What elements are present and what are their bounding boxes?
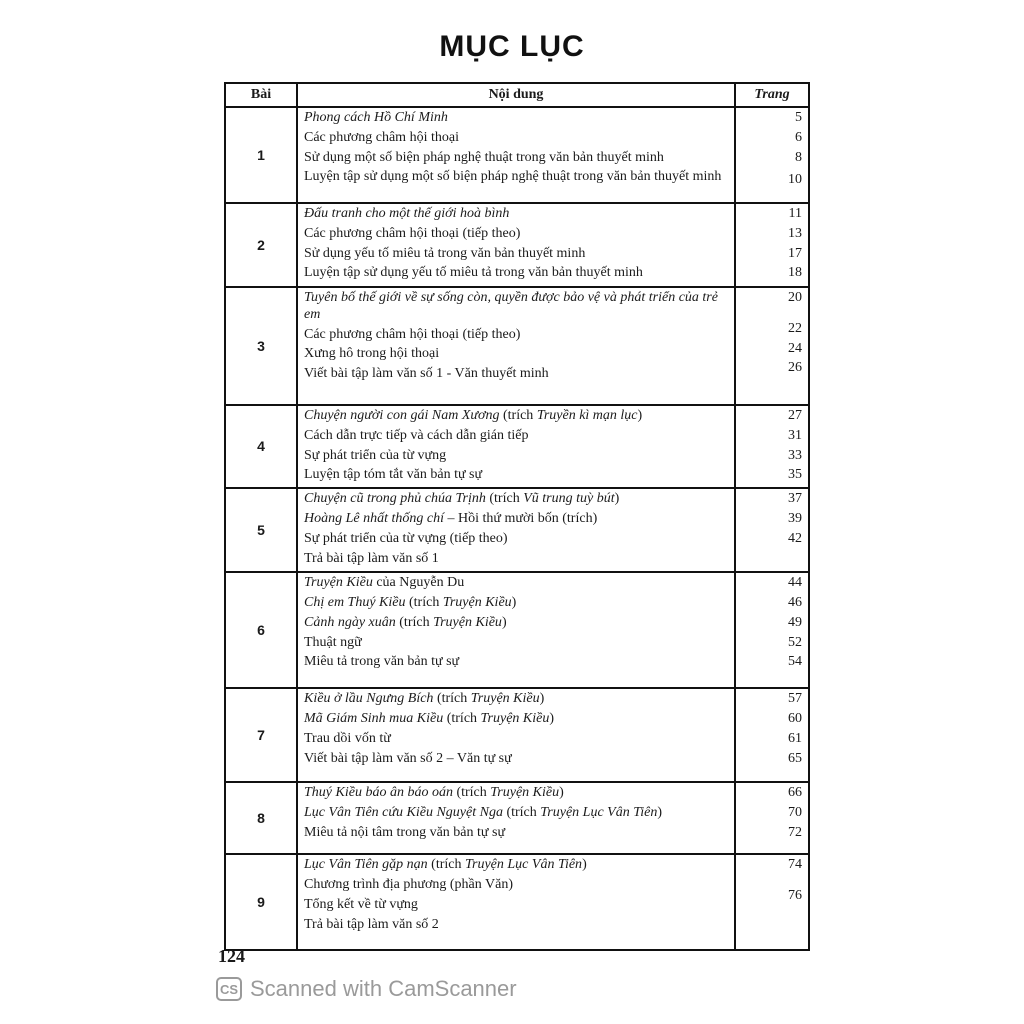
toc-entry [304, 150, 728, 167]
lesson-content [297, 572, 735, 688]
lesson-pages [735, 405, 809, 488]
entry-source: Truyện Lục Vân Tiên [540, 804, 658, 820]
lesson-pages [735, 854, 809, 950]
page-ref: 44 [788, 575, 802, 591]
entry-suffix: (trích [433, 691, 471, 707]
lesson-pages [735, 203, 809, 287]
page-ref: 5 [795, 110, 802, 125]
entry-title: Viết bài tập làm văn số 1 - Văn thuyết minh [304, 366, 549, 382]
header-row [225, 83, 809, 107]
entry-title: Tuyên bố thế giới về sự sống còn, quyền được bảo vệ và phát triển của trẻ em [304, 290, 718, 322]
page-ref: 52 [788, 634, 802, 650]
lesson-row [225, 107, 809, 203]
toc-entry [304, 785, 728, 802]
entry-title: Luyện tập tóm tắt văn bản tự sự [304, 467, 483, 483]
page-ref: 27 [788, 408, 802, 423]
toc-entry [304, 917, 728, 934]
page-ref: 42 [788, 530, 802, 546]
page-ref: 17 [788, 245, 802, 261]
lesson-number: 7 [225, 688, 297, 782]
entry-title: Lục Vân Tiên cứu Kiều Nguyệt Nga [304, 804, 503, 820]
page-ref: 20 [788, 290, 802, 305]
entry-title: Thuật ngữ [304, 634, 362, 650]
lesson-content [297, 688, 735, 782]
page-ref: 26 [788, 360, 802, 376]
entry-title: Chuyện cũ trong phủ chúa Trịnh [304, 491, 486, 507]
entry-title: Xưng hô trong hội thoại [304, 346, 440, 362]
page-ref: 39 [788, 510, 802, 526]
toc-entry [304, 428, 728, 445]
toc-entry [304, 575, 728, 592]
lesson-row [225, 572, 809, 688]
table-of-contents [224, 82, 810, 951]
entry-source: Truyền kì mạn lục [536, 408, 638, 423]
lesson-content [297, 782, 735, 854]
toc-entry [304, 691, 728, 708]
lesson-row [225, 488, 809, 572]
lesson-content [297, 107, 735, 203]
entry-title: Truyện Kiều [304, 575, 373, 591]
entry-close: ) [614, 491, 620, 507]
entry-title: Chương trình địa phương (phần Văn) [304, 876, 513, 892]
lesson-row [225, 287, 809, 405]
entry-suffix: (trích [502, 804, 541, 820]
page-ref: 66 [788, 785, 802, 801]
entry-title: Luyện tập sử dụng yếu tố miêu tả trong văn bản thuyết minh [304, 265, 643, 281]
page-ref: 65 [788, 750, 802, 766]
toc-entry [304, 327, 728, 344]
lesson-row [225, 854, 809, 950]
page-ref: 57 [788, 691, 802, 707]
toc-entry [304, 531, 728, 548]
lesson-pages [735, 488, 809, 572]
page-ref: 46 [788, 594, 802, 610]
entry-title: Lục Vân Tiên gặp nạn [304, 857, 428, 873]
page-ref: 60 [788, 710, 802, 726]
entry-close: ) [637, 408, 643, 423]
entry-title: Luyện tập sử dụng một số biện pháp nghệ thuật trong văn bản thuyết minh [304, 169, 722, 185]
entry-title: Các phương châm hội thoại (tiếp theo) [304, 225, 521, 241]
entry-title: Các phương châm hội thoại (tiếp theo) [304, 326, 521, 342]
page-ref: 70 [788, 804, 802, 820]
toc-entry [304, 857, 728, 874]
page-ref: 72 [788, 824, 802, 840]
toc-body [225, 107, 809, 950]
entry-title: Tổng kết về từ vựng [304, 896, 418, 912]
toc-entry [304, 130, 728, 147]
page-ref: 6 [795, 129, 802, 145]
toc-entry [304, 751, 728, 768]
toc-entry [304, 246, 728, 263]
lesson-content [297, 405, 735, 488]
header-content: Nội dung [297, 83, 735, 107]
lesson-row [225, 405, 809, 488]
entry-suffix: (trích [395, 614, 434, 630]
page-title: MỤC LỤC [439, 30, 585, 63]
entry-title: Các phương châm hội thoại [304, 129, 459, 145]
entry-source: Truyện Kiều [490, 785, 560, 801]
page-ref: 61 [788, 730, 802, 746]
lesson-row [225, 688, 809, 782]
entry-title: Trau dồi vốn từ [304, 730, 391, 746]
entry-title: Chuyện người con gái Nam Xương [304, 408, 500, 423]
lesson-number: 1 [225, 107, 297, 203]
lesson-pages [735, 688, 809, 782]
entry-close: ) [559, 785, 564, 801]
header-lesson: Bài [225, 83, 297, 107]
page-ref: 37 [788, 491, 802, 507]
camscanner-watermark [216, 974, 517, 1004]
page-ref: 18 [788, 265, 802, 281]
page-ref: 35 [788, 467, 802, 483]
toc-entry [304, 265, 728, 282]
lesson-row [225, 782, 809, 854]
entry-title: Hoàng Lê nhất thống chí [304, 510, 444, 526]
lesson-pages [735, 572, 809, 688]
header-page: Trang [735, 83, 809, 107]
entry-title: Mã Giám Sinh mua Kiều [304, 710, 444, 726]
toc-entry [304, 110, 728, 127]
toc-entry [304, 615, 728, 632]
entry-title: Phong cách Hồ Chí Minh [304, 110, 448, 125]
lesson-number: 5 [225, 488, 297, 572]
toc-entry [304, 711, 728, 728]
entry-close: ) [549, 710, 555, 726]
entry-close: ) [539, 691, 545, 707]
toc-entry [304, 731, 728, 748]
toc-entry [304, 897, 728, 914]
lesson-number: 9 [225, 854, 297, 950]
entry-title: Sử dụng yếu tố miêu tả trong văn bản thuyết minh [304, 245, 586, 261]
entry-title: Thuý Kiều báo ân báo oán [304, 785, 453, 801]
lesson-row [225, 203, 809, 287]
lesson-content [297, 287, 735, 405]
entry-title: Sử dụng một số biện pháp nghệ thuật trong văn bản thuyết minh [304, 149, 664, 165]
entry-title: Chị em Thuý Kiều [304, 594, 406, 610]
entry-title: Trả bài tập làm văn số 1 [304, 550, 439, 566]
page-ref: 10 [788, 172, 802, 188]
entry-close: ) [511, 594, 517, 610]
entry-title: Kiều ở lầu Ngưng Bích [304, 691, 434, 707]
lesson-pages [735, 782, 809, 854]
toc-entry [304, 635, 728, 652]
entry-suffix: (trích [443, 710, 481, 726]
page-ref: 74 [788, 857, 802, 873]
entry-title: Trả bài tập làm văn số 2 [304, 916, 439, 932]
page-ref: 49 [788, 614, 802, 630]
entry-suffix: của Nguyễn Du [372, 575, 465, 591]
entry-source: Truyện Kiều [433, 614, 502, 630]
entry-title: Cảnh ngày xuân [304, 614, 396, 630]
page-ref: 11 [788, 206, 802, 221]
page-ref: 22 [788, 320, 802, 336]
page-ref: 13 [788, 225, 802, 241]
page-ref: 33 [788, 447, 802, 463]
entry-source: Truyện Kiều [480, 710, 550, 726]
entry-title: Sự phát triển của từ vựng (tiếp theo) [304, 530, 508, 546]
lesson-number: 4 [225, 405, 297, 488]
lesson-number: 6 [225, 572, 297, 688]
entry-title: Sự phát triển của từ vựng [304, 447, 447, 463]
toc-entry [304, 467, 728, 484]
entry-source: Truyện Lục Vân Tiên [465, 857, 583, 873]
lesson-content [297, 854, 735, 950]
toc-entry [304, 346, 728, 363]
entry-suffix: (trích [452, 785, 491, 801]
lesson-pages [735, 107, 809, 203]
lesson-number: 8 [225, 782, 297, 854]
entry-source: Vũ trung tuỳ bút [523, 491, 615, 507]
toc-entry [304, 448, 728, 465]
entry-title: Miêu tả nội tâm trong văn bản tự sự [304, 824, 506, 840]
entry-title: Viết bài tập làm văn số 2 – Văn tự sự [304, 750, 512, 766]
entry-suffix: (trích [427, 857, 465, 873]
toc-entry [304, 169, 728, 186]
toc-entry [304, 366, 728, 383]
entry-suffix: (trích [485, 491, 524, 507]
entry-suffix: – Hồi thứ mười bốn (trích) [444, 510, 598, 526]
lesson-number: 3 [225, 287, 297, 405]
entry-title: Miêu tả trong văn bản tự sự [304, 654, 460, 670]
toc-entry [304, 206, 728, 223]
page-ref: 24 [788, 340, 802, 356]
entry-source: Truyện Kiều [442, 594, 512, 610]
toc-entry [304, 290, 728, 324]
toc-entry [304, 491, 728, 508]
entry-suffix: (trích [405, 594, 443, 610]
entry-close: ) [657, 804, 663, 820]
toc-entry [304, 408, 728, 425]
lesson-number: 2 [225, 203, 297, 287]
lesson-content [297, 488, 735, 572]
toc-entry [304, 825, 728, 842]
toc-entry [304, 595, 728, 612]
entry-source: Truyện Kiều [470, 691, 540, 707]
entry-title: Đấu tranh cho một thế giới hoà bình [304, 206, 510, 221]
page-ref: 54 [788, 654, 802, 670]
page-ref: 8 [795, 149, 802, 165]
toc-entry [304, 551, 728, 568]
camscanner-logo-icon: CS [216, 977, 242, 1001]
entry-title: Cách dẫn trực tiếp và cách dẫn gián tiếp [304, 427, 529, 443]
lesson-pages [735, 287, 809, 405]
toc-entry [304, 226, 728, 243]
toc-entry [304, 511, 728, 528]
toc-entry [304, 877, 728, 894]
page-ref: 76 [788, 887, 802, 903]
lesson-content [297, 203, 735, 287]
page-number: 124 [218, 946, 245, 966]
page-ref: 31 [788, 427, 802, 443]
toc-entry [304, 654, 728, 671]
watermark-text: Scanned with CamScanner [250, 976, 517, 1001]
entry-suffix: (trích [499, 408, 537, 423]
toc-entry [304, 805, 728, 822]
entry-close: ) [582, 857, 587, 873]
entry-close: ) [501, 614, 507, 630]
